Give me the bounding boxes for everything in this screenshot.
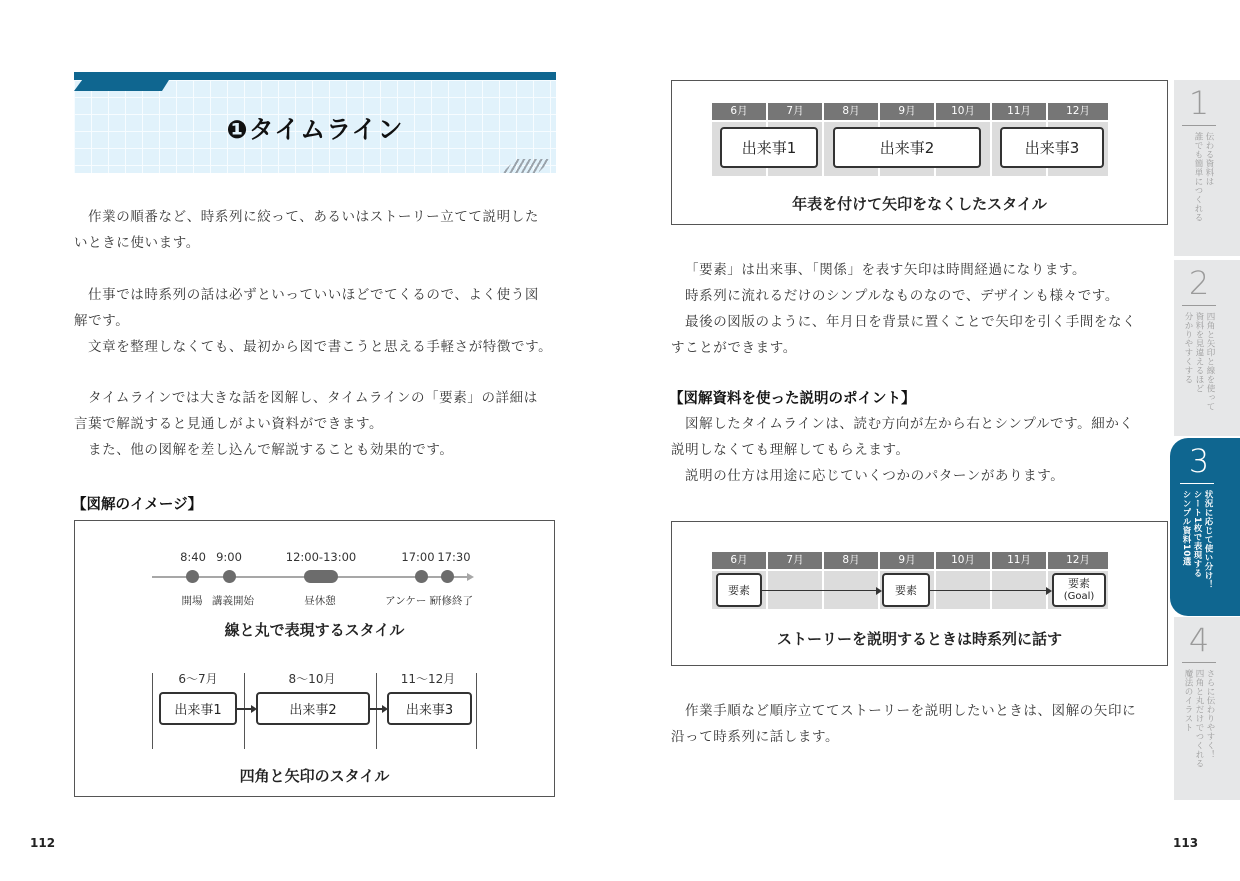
point-paragraph: 図解したタイムラインは、読む方向が左から右とシンプルです。細かく 説明しなくても理解してもらえます。 説明の仕方は用途に応じていくつかのパターンがあります。 bbox=[671, 416, 1134, 484]
period-label: 6〜7月 bbox=[178, 672, 218, 686]
detail-paragraph: タイムラインでは大きな話を図解し、タイムラインの「要素」の詳細は 言葉で解説すると見通しがよい資料ができます。 また、他の図解を差し込んで解説することも効果的です。 bbox=[74, 390, 538, 458]
period-divider bbox=[476, 673, 477, 749]
chapter-tab-4[interactable] bbox=[1174, 617, 1240, 800]
image-heading: 【図解のイメージ】 bbox=[72, 497, 203, 513]
chapter-title: さらに伝わりやすく！ 四角と丸だけでつくれる 魔法のイラスト bbox=[1183, 669, 1215, 768]
timeline-dot bbox=[186, 570, 199, 583]
month-header: 12月 bbox=[1048, 552, 1108, 569]
page-number: 112 bbox=[30, 836, 56, 850]
month-header: 7月 bbox=[768, 103, 822, 120]
chapter-number: 3 bbox=[1188, 442, 1210, 480]
arrow-right-icon bbox=[370, 708, 386, 710]
line-style-caption: 線と丸で表現するスタイル bbox=[224, 621, 405, 639]
chapter-number: 4 bbox=[1188, 621, 1210, 659]
month-header: 8月 bbox=[824, 103, 878, 120]
right-page bbox=[620, 0, 1240, 881]
month-header: 10月 bbox=[936, 552, 990, 569]
goal-label: (Goal) bbox=[1063, 591, 1095, 602]
timeline-dot bbox=[223, 570, 236, 583]
month-header: 7月 bbox=[768, 552, 822, 569]
timeline-pill bbox=[304, 570, 338, 583]
figure-story-box bbox=[671, 521, 1168, 666]
element-box: 要素 bbox=[882, 573, 930, 607]
month-header: 10月 bbox=[936, 103, 990, 120]
event-box: 出来事3 bbox=[1000, 127, 1104, 168]
month-header: 12月 bbox=[1048, 103, 1108, 120]
event-box: 出来事2 bbox=[256, 692, 370, 725]
section-title-banner bbox=[74, 72, 556, 173]
element-box: 要素 bbox=[716, 573, 762, 607]
time-label: 17:30 bbox=[437, 550, 471, 564]
period-divider bbox=[244, 673, 245, 749]
banner-tab-shape bbox=[74, 72, 174, 91]
month-header: 11月 bbox=[992, 552, 1046, 569]
event-box: 出来事3 bbox=[387, 692, 472, 725]
chapter-tab-3-active[interactable] bbox=[1170, 438, 1240, 616]
chapter-number: 1 bbox=[1188, 84, 1210, 122]
page-number: 113 bbox=[1173, 836, 1199, 850]
timeline-dot bbox=[441, 570, 454, 583]
goal-element-box bbox=[1052, 573, 1106, 607]
procedure-paragraph: 作業手順など順序立ててストーリーを説明したいときは、図解の矢印に 沿って時系列に話します。 bbox=[671, 703, 1137, 745]
event-box: 出来事1 bbox=[720, 127, 818, 168]
figure-grid-box bbox=[671, 80, 1168, 225]
event-box: 出来事2 bbox=[833, 127, 981, 168]
event-label: アンケート bbox=[385, 595, 437, 607]
chapter-rule bbox=[1182, 305, 1216, 306]
figure-image-box bbox=[74, 520, 555, 797]
event-label: 昼休憩 bbox=[304, 595, 336, 607]
time-label: 12:00-13:00 bbox=[285, 550, 357, 564]
period-divider bbox=[152, 673, 153, 749]
period-divider bbox=[376, 673, 377, 749]
element-relation-paragraph: 「要素」は出来事、「関係」を表す矢印は時間経過になります。 時系列に流れるだけのシンプルなものなので、デザインも様々です。 最後の図版のように、年月日を背景に置くことで矢印を引く手間をなく すことができます。 bbox=[671, 262, 1137, 356]
chapter-tab-2[interactable] bbox=[1174, 260, 1240, 436]
chapter-rule bbox=[1182, 662, 1216, 663]
event-box: 出来事1 bbox=[159, 692, 237, 725]
arrow-right-icon bbox=[237, 708, 255, 710]
chapter-rule bbox=[1182, 125, 1216, 126]
tab-separator bbox=[1174, 257, 1240, 259]
timeline-arrow-icon bbox=[467, 573, 474, 581]
chapter-title: 状況に応じて使い分け！ シート1枚で表現する シンプル資料10選 bbox=[1181, 490, 1213, 589]
intro-paragraph: 作業の順番など、時系列に絞って、あるいはストーリー立てて説明した いときに使います。 bbox=[74, 209, 539, 251]
event-label: 講義開始 bbox=[212, 595, 254, 607]
month-header: 9月 bbox=[880, 103, 934, 120]
time-label: 17:00 bbox=[401, 550, 435, 564]
month-header: 6月 bbox=[712, 103, 766, 120]
time-label: 8:40 bbox=[180, 550, 206, 564]
month-header: 11月 bbox=[992, 103, 1046, 120]
event-label: 開場 bbox=[181, 595, 203, 607]
chapter-title: 伝わる資料は 誰でも簡単につくれる bbox=[1193, 132, 1214, 222]
period-label: 11〜12月 bbox=[400, 672, 456, 686]
chapter-tab-1[interactable] bbox=[1174, 80, 1240, 256]
section-title: ❶タイムライン bbox=[226, 115, 404, 144]
chapter-rule bbox=[1180, 483, 1214, 484]
arrow-right-icon bbox=[762, 590, 880, 591]
usage-paragraph: 仕事では時系列の話は必ずといっていいほどでてくるので、よく使う図 解です。 文章を整理しなくても、最初から図で書こうと思える手軽さが特徴です。 bbox=[74, 287, 553, 355]
timeline-dot bbox=[415, 570, 428, 583]
time-label: 9:00 bbox=[216, 550, 242, 564]
month-header: 6月 bbox=[712, 552, 766, 569]
month-header: 9月 bbox=[880, 552, 934, 569]
element-label: 要素 bbox=[1068, 577, 1090, 590]
arrow-right-icon bbox=[930, 590, 1050, 591]
event-label: 研修終了 bbox=[431, 595, 473, 607]
period-label: 8〜10月 bbox=[288, 672, 336, 686]
box-style-caption: 四角と矢印のスタイル bbox=[239, 767, 390, 785]
chapter-number: 2 bbox=[1188, 264, 1210, 302]
grid-style-caption: 年表を付けて矢印をなくしたスタイル bbox=[792, 195, 1047, 213]
month-header: 8月 bbox=[824, 552, 878, 569]
story-caption: ストーリーを説明するときは時系列に話す bbox=[776, 630, 1062, 648]
point-heading: 【図解資料を使った説明のポイント】 bbox=[669, 391, 916, 407]
chapter-title: 四角と矢印と線を使って 資料を見違えるほど 分かりやすくする bbox=[1183, 312, 1215, 411]
